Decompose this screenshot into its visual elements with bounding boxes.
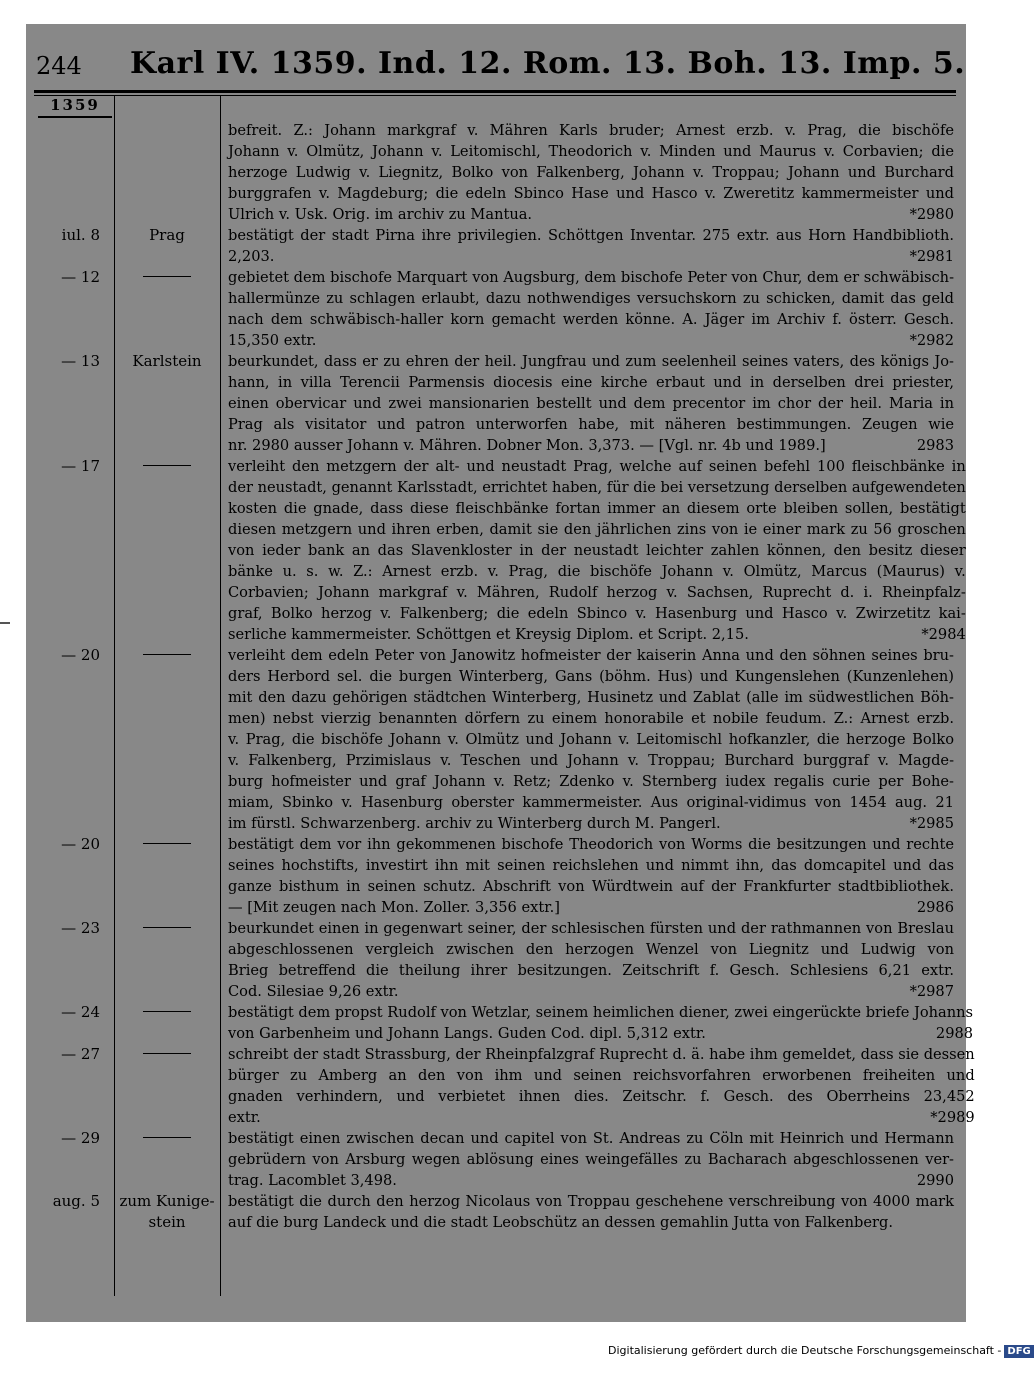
entry-line-text: hann, in villa Terencii Parmensis diocesis eine kirche erbaut und in derselben drei priester, (228, 374, 954, 391)
page-header (26, 36, 966, 84)
entry-date: — 13 (61, 352, 100, 370)
footer-text: Digitalisierung gefördert durch die Deutsche Forschungsgemeinschaft - (608, 1344, 1002, 1357)
entry-number: 2983 (916, 437, 954, 454)
page-number: 244 (36, 52, 82, 80)
entry-line-text: Cod. Silesiae 9,26 extr. (228, 983, 399, 1000)
entry-line-text: nach dem schwäbisch-haller korn gemacht werden könne. A. Jäger im Archiv f. österr. Gesch. (228, 311, 954, 328)
entry-line-text: — [Mit zeugen nach Mon. Zoller. 3,356 extr.] (228, 899, 560, 916)
entry-line (228, 792, 954, 813)
entry-date: — 17 (61, 457, 100, 475)
entry-line-text: bestätigt dem propst Rudolf von Wetzlar, seinem heimlichen diener, zwei eingerückte briefe Johanns (228, 1004, 974, 1021)
entry-line (228, 1023, 973, 1044)
entry-row (26, 1191, 966, 1233)
entry-line (228, 981, 954, 1002)
entry-date: aug. 5 (52, 1192, 100, 1210)
entry-line (228, 1170, 954, 1191)
entry-line (228, 1191, 954, 1212)
year-label: 1359 (50, 96, 100, 114)
entry-text (220, 456, 978, 645)
entry-line (228, 645, 954, 666)
entry-line (228, 1212, 954, 1233)
entry-text (220, 120, 966, 225)
entry-line-text: im fürstl. Schwarzenberg. archiv zu Winterberg durch M. Pangerl. (228, 815, 721, 832)
entry-line (228, 708, 954, 729)
entry-line (228, 204, 954, 225)
entry-text (220, 645, 966, 834)
entry-line-text: gebietet dem bischofe Marquart von Augsburg, dem bischofe Peter von Chur, dem er schwäbisch- (228, 269, 954, 286)
entry-date: — 29 (61, 1129, 100, 1147)
entry-line (228, 1128, 954, 1149)
entry-line (228, 1107, 975, 1128)
entry-line-text: verleiht den metzgern der alt- und neustadt Prag, welche auf seinen befehl 100 fleischbänke in (228, 458, 966, 475)
footer-credit (608, 1344, 1034, 1358)
ditto-dash (143, 276, 191, 277)
entry-text (220, 225, 966, 267)
entry-line (228, 288, 954, 309)
entry-line (228, 1065, 975, 1086)
entry-line (228, 960, 954, 981)
entry-line (228, 456, 966, 477)
entry-line-text: v. Prag, die bischöfe Johann v. Olmütz und Johann v. Leitomischl hofkanzler, die herzoge Bolko (228, 731, 954, 748)
entry-line (228, 834, 954, 855)
page-edge-mark (0, 622, 10, 624)
entry-line (228, 372, 954, 393)
entry-line (228, 750, 954, 771)
entry-row (26, 918, 966, 1002)
entry-line (228, 435, 954, 456)
entry-line (228, 561, 966, 582)
entry-line (228, 687, 954, 708)
entry-number: 2988 (935, 1025, 974, 1042)
entry-line (228, 1149, 954, 1170)
entry-line-text: men) nebst vierzig benannten dörfern zu einem honorabile et nobile feudum. Z.: Arnest erzb. (228, 710, 954, 727)
entry-line-text: bänke u. s. w. Z.: Arnest erzb. v. Prag, die bischöfe Johann v. Olmütz, Marcus (Maurus) v. (228, 563, 966, 580)
entry-text (220, 1191, 966, 1233)
ditto-dash (143, 927, 191, 928)
entry-line (228, 813, 954, 834)
entry-line (228, 540, 966, 561)
entry-line (228, 183, 954, 204)
entry-number: *2981 (909, 248, 954, 265)
entry-line-text: burg hofmeister und graf Johann v. Retz; Zdenko v. Sternberg iudex regalis curie per Bohe- (228, 773, 954, 790)
entry-line (228, 855, 954, 876)
entry-line-text: seines hochstifts, investirt ihn mit seinen reichslehen und nimmt ihn, das domcapitel und das (228, 857, 954, 874)
entry-line (228, 519, 966, 540)
entry-line (228, 624, 966, 645)
entry-line-text: diesen metzgern und ihren erben, damit sie den jährlichen zins von ie einer mark zu 56 groschen (228, 521, 966, 538)
entry-line-text: ganze bisthum in seinen schutz. Abschrift von Würdtwein auf der Frankfurter stadtbibliothek. (228, 878, 954, 895)
entry-line-text: gnaden verhindern, und verbietet ihnen dies. Zeitschr. f. Gesch. des Oberrheins 23,452 (228, 1088, 975, 1105)
entry-place (114, 918, 220, 939)
ditto-dash (143, 1137, 191, 1138)
entry-line-text: von Garbenheim und Johann Langs. Guden Cod. dipl. 5,312 extr. (228, 1025, 706, 1042)
entry-line (228, 477, 966, 498)
entry-row (26, 225, 966, 267)
entry-line (228, 876, 954, 897)
entry-number: *2982 (909, 332, 954, 349)
entry-date: — 20 (61, 835, 100, 853)
entry-date: — 12 (61, 268, 100, 286)
entry-line (228, 939, 954, 960)
entry-line-text: abgeschlossenen vergleich zwischen den herzogen Wenzel von Liegnitz und Ludwig von (228, 941, 954, 958)
entry-text (220, 1044, 987, 1128)
entry-line-text: hallermünze zu schlagen erlaubt, dazu nothwendiges versuchskorn zu schicken, damit das geld (228, 290, 954, 307)
entry-row (26, 120, 966, 225)
ditto-dash (143, 654, 191, 655)
entry-number: *2980 (909, 206, 954, 223)
entry-place (114, 267, 220, 288)
regesta-entries (26, 120, 975, 1233)
entry-date: iul. 8 (61, 226, 100, 244)
entry-place (114, 1044, 220, 1065)
entry-place (114, 645, 220, 666)
entry-line-text: nr. 2980 ausser Johann v. Mähren. Dobner Mon. 3,373. — [Vgl. nr. 4b und 1989.] (228, 437, 826, 454)
entry-line-text: ders Herbord sel. die burgen Winterberg, Gans (böhm. Hus) und Kungenslehen (Kunzenlehen) (228, 668, 954, 685)
entry-row (26, 456, 966, 645)
entry-line-text: Ulrich v. Usk. Orig. im archiv zu Mantua. (228, 206, 533, 223)
entry-number: *2984 (921, 626, 966, 643)
entry-line-text: burggrafen v. Magdeburg; die edeln Sbinco Hase und Hasco v. Zweretitz kammermeister und (228, 185, 954, 202)
entry-line (228, 918, 954, 939)
entry-date: — 20 (61, 646, 100, 664)
entry-date: — 27 (61, 1045, 100, 1063)
entry-line-text: miam, Sbinko v. Hasenburg oberster kammermeister. Aus original-vidimus von 1454 aug. 21 (228, 794, 954, 811)
year-underline (38, 116, 112, 118)
entry-row (26, 351, 966, 456)
entry-line-text: trag. Lacomblet 3,498. (228, 1172, 397, 1189)
entry-line (228, 897, 954, 918)
entry-row (26, 834, 966, 918)
entry-row (26, 1044, 975, 1128)
entry-line-text: gebrüdern von Arsburg wegen ablösung eines weingefälles zu Bacharach abgeschlossenen ver- (228, 1151, 954, 1168)
entry-line (228, 729, 954, 750)
entry-line-text: mit den dazu gehörigen städtchen Winterberg, Husinetz und Zablat (alle im südwestlichen Böh- (228, 689, 954, 706)
entry-line-text: bestätigt einen zwischen decan und capitel von St. Andreas zu Cöln mit Heinrich und Hermann (228, 1130, 954, 1147)
entry-line-text: extr. (228, 1109, 261, 1126)
entry-line (228, 141, 954, 162)
entry-line-text: Brieg betreffend die theilung ihrer besitzungen. Zeitschrift f. Gesch. Schlesiens 6,21 extr. (228, 962, 954, 979)
entry-line-text: auf die burg Landeck und die stadt Leobschütz an dessen gemahlin Jutta von Falkenberg. (228, 1214, 893, 1231)
entry-number: *2989 (930, 1109, 975, 1126)
entry-row (26, 645, 966, 834)
entry-line-text: bestätigt die durch den herzog Nicolaus von Troppau geschehene verschreibung von 4000 mark (228, 1193, 954, 1210)
ditto-dash (143, 843, 191, 844)
entry-place (114, 1002, 220, 1023)
entry-line-text: bestätigt dem vor ihn gekommenen bischofe Theodorich von Worms die besitzungen und rechte (228, 836, 954, 853)
entry-line-text: kosten die gnade, dass diese fleischbänke fortan immer an diesem orte bleiben sollen, bestätigt (228, 500, 966, 517)
entry-text (220, 834, 966, 918)
entry-line (228, 120, 954, 141)
entry-place: zum Kunige-stein (119, 1192, 215, 1231)
dfg-logo: DFG (1004, 1345, 1033, 1358)
entry-line-text: verleiht dem edeln Peter von Janowitz hofmeister der kaiserin Anna und den söhnen seines bru- (228, 647, 954, 664)
entry-line-text: bestätigt der stadt Pirna ihre privilegien. Schöttgen Inventar. 275 extr. aus Horn Handbiblioth. (228, 227, 954, 244)
entry-number: *2985 (909, 815, 954, 832)
running-title: Karl IV. 1359. Ind. 12. Rom. 13. Boh. 13. Imp. 5. (130, 46, 966, 81)
entry-number: *2987 (909, 983, 954, 1000)
entry-line-text: Johann v. Olmütz, Johann v. Leitomischl, Theodorich v. Minden und Maurus v. Corbavien; die (228, 143, 954, 160)
entry-date: — 24 (61, 1003, 100, 1021)
entry-line (228, 771, 954, 792)
entry-line-text: Corbavien; Johann markgraf v. Mähren, Rudolf herzog v. Sachsen, Ruprecht d. i. Rheinpfalz- (228, 584, 966, 601)
entry-row (26, 1128, 966, 1191)
document-page (26, 24, 975, 1322)
entry-place (114, 834, 220, 855)
entry-text (220, 267, 966, 351)
entry-line (228, 1044, 975, 1065)
entry-text (220, 918, 966, 1002)
entry-line (228, 351, 954, 372)
entry-line (228, 498, 966, 519)
entry-line (228, 414, 954, 435)
entry-line-text: einen obervicar und zwei mansionarien bestellt und dem precentor im chor der heil. Maria in (228, 395, 954, 412)
entry-line (228, 393, 954, 414)
entry-line (228, 666, 954, 687)
ditto-dash (143, 1011, 191, 1012)
entry-row (26, 1002, 974, 1044)
entry-line (228, 246, 954, 267)
entry-place: Prag (149, 226, 185, 244)
entry-line-text: bürger zu Amberg an den von ihm und seinen reichsvorfahren erworbenen freiheiten und (228, 1067, 975, 1084)
entry-line (228, 1002, 973, 1023)
entry-number: 2986 (916, 899, 954, 916)
header-rule-thin (34, 95, 956, 96)
ditto-dash (143, 1053, 191, 1054)
entry-line-text: herzoge Ludwig v. Liegnitz, Bolko von Falkenberg, Johann v. Troppau; Johann und Burchard (228, 164, 954, 181)
entry-line-text: 2,203. (228, 248, 275, 265)
entry-line-text: beurkundet einen in gegenwart seiner, der schlesischen fürsten und der rathmannen von Breslau (228, 920, 954, 937)
entry-line-text: befreit. Z.: Johann markgraf v. Mähren Karls bruder; Arnest erzb. v. Prag, die bischöfe (228, 122, 954, 139)
entry-line-text: der neustadt, genannt Karlsstadt, errichtet haben, für die bei versetzung derselben aufgewendeten (228, 479, 966, 496)
entry-line-text: beurkundet, dass er zu ehren der heil. Jungfrau und zum seelenheil seines vaters, des königs Jo- (228, 353, 954, 370)
entry-line-text: graf, Bolko herzog v. Falkenberg; die edeln Sbinco v. Hasenburg und Hasco v. Zwirzetitz kai- (228, 605, 966, 622)
entry-text (220, 1002, 985, 1044)
entry-line (228, 1086, 975, 1107)
entry-line-text: v. Falkenberg, Przimislaus v. Teschen und Johann v. Troppau; Burchard burggraf v. Magde- (228, 752, 954, 769)
entry-line (228, 603, 966, 624)
entry-row (26, 267, 966, 351)
entry-place (114, 1128, 220, 1149)
entry-place (114, 456, 220, 477)
entry-line-text: serliche kammermeister. Schöttgen et Kreysig Diplom. et Script. 2,15. (228, 626, 749, 643)
ditto-dash (143, 465, 191, 466)
entry-line (228, 582, 966, 603)
entry-line (228, 267, 954, 288)
entry-number: 2990 (916, 1172, 954, 1189)
entry-line-text: Prag als visitator und patron unterworfen habe, mit näheren bestimmungen. Zeugen wie (228, 416, 954, 433)
entry-line (228, 330, 954, 351)
entry-line-text: schreibt der stadt Strassburg, der Rheinpfalzgraf Ruprecht d. ä. habe ihm gemeldet, dass sie dessen (228, 1046, 975, 1063)
entry-text (220, 351, 966, 456)
entry-line (228, 309, 954, 330)
header-rule (34, 90, 956, 93)
entry-text (220, 1128, 966, 1191)
entry-place: Karlstein (132, 352, 202, 370)
entry-line-text: 15,350 extr. (228, 332, 317, 349)
entry-line (228, 225, 954, 246)
entry-date: — 23 (61, 919, 100, 937)
entry-line (228, 162, 954, 183)
entry-line-text: von ieder bank an das Slavenkloster in der neustadt leichter zahlen können, den besitz dieser (228, 542, 966, 559)
